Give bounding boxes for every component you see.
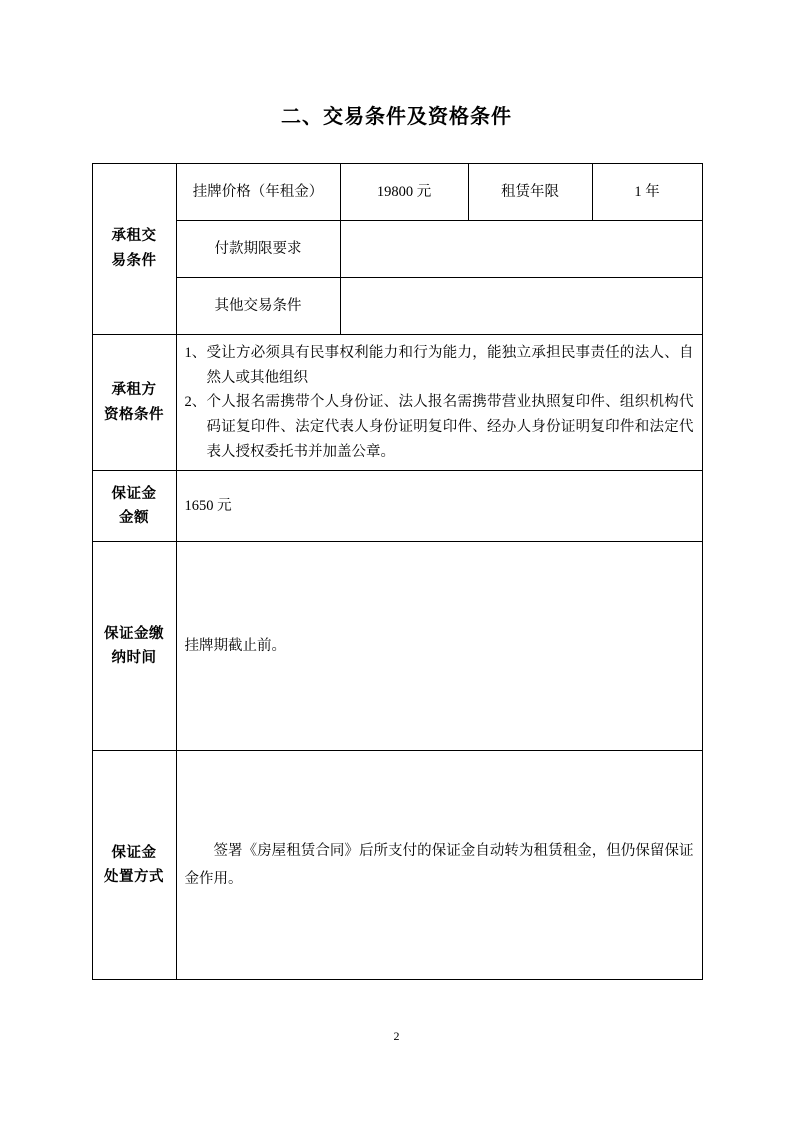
terms-table-wrapper	[92, 163, 702, 980]
cell-qualification-content	[176, 335, 702, 471]
table-row-other-terms	[92, 278, 702, 335]
cell-lease-period-value: 1 年	[592, 164, 702, 221]
cell-payment-term-value	[340, 221, 702, 278]
row-label-deposit-disposal: 保证金 处置方式	[92, 751, 176, 980]
cell-deposit-time-value: 挂牌期截止前。	[176, 542, 702, 751]
deposit-disposal-text: 签署《房屋租赁合同》后所支付的保证金自动转为租赁租金，但仍保留保证金作用。	[184, 842, 694, 888]
page-title: 二、交易条件及资格条件	[281, 106, 512, 128]
cell-listing-price-label: 挂牌价格（年租金）	[176, 164, 340, 221]
table-row-deposit-amount	[92, 471, 702, 542]
page-number: 2	[393, 1029, 400, 1043]
qualification-item-2-marker: 2、	[184, 394, 207, 411]
table-row-payment-term	[92, 221, 702, 278]
cell-lease-period-label: 租赁年限	[468, 164, 592, 221]
row-label-qualification: 承租方 资格条件	[92, 335, 176, 471]
cell-other-terms-value	[340, 278, 702, 335]
qualification-item-1-text: 受让方必须具有民事权利能力和行为能力，能独立承担民事责任的法人、自然人或其他组织	[206, 345, 694, 386]
qualification-item-2-text: 个人报名需携带个人身份证、法人报名需携带营业执照复印件、组织机构代码证复印件、法定代表人身份证明复印件、经办人身份证明复印件和法定代表人授权委托书并加盖公章。	[206, 394, 694, 460]
qualification-item-1	[185, 341, 694, 390]
cell-deposit-disposal-value	[176, 751, 702, 980]
table-row-listing-price	[92, 164, 702, 221]
table-row-deposit-disposal	[92, 751, 702, 980]
row-label-deposit-amount: 保证金 金额	[92, 471, 176, 542]
qualification-item-2	[185, 390, 694, 464]
cell-deposit-amount-value: 1650 元	[176, 471, 702, 542]
row-label-deposit-time: 保证金缴 纳时间	[92, 542, 176, 751]
row-label-lease-terms: 承租交 易条件	[92, 164, 176, 335]
table-row-qualification	[92, 335, 702, 471]
table-row-deposit-time	[92, 542, 702, 751]
cell-listing-price-value: 19800 元	[340, 164, 468, 221]
qualification-item-1-marker: 1、	[184, 345, 207, 361]
cell-other-terms-label: 其他交易条件	[176, 278, 340, 335]
cell-payment-term-label: 付款期限要求	[176, 221, 340, 278]
terms-table	[92, 163, 703, 980]
